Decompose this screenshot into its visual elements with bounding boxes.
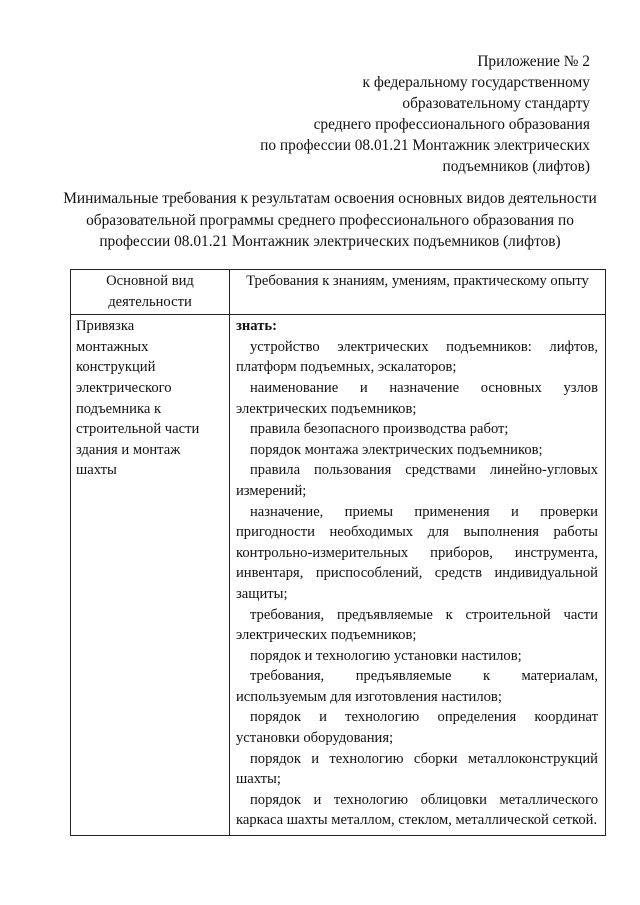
title-line: образовательной программы среднего профессионального образования по bbox=[86, 211, 574, 229]
activity-line: строительной части bbox=[76, 421, 200, 438]
header-requirements: Требования к знаниям, умениям, практическому опыту bbox=[230, 270, 606, 315]
requirement-item: назначение, приемы применения и проверки пригодности необходимых для выполнения работы контрольно-измерительных приборов, инструмента, инвентаря, приспособлений, средств индивидуальной защиты; bbox=[236, 503, 598, 602]
activity-line: конструкций bbox=[76, 359, 156, 376]
table-header-row bbox=[71, 270, 606, 315]
activity-cell bbox=[71, 315, 230, 836]
activity-line: подъемника к bbox=[76, 400, 162, 417]
activity-line: шахты bbox=[76, 462, 117, 479]
header-activity-line: деятельности bbox=[108, 293, 192, 310]
activity-line: здания и монтаж bbox=[76, 441, 181, 458]
requirement-item: требования, предъявляемые к материалам, используемым для изготовления настилов; bbox=[236, 668, 598, 705]
requirement-item: порядок и технологию облицовки металлического каркаса шахты металлом, стеклом, металлической сеткой. bbox=[236, 791, 598, 829]
activity-line: монтажных bbox=[76, 338, 149, 355]
header-activity-line: Основной вид bbox=[106, 273, 194, 289]
document-title bbox=[40, 188, 620, 253]
annex-line: среднего профессионального образования bbox=[313, 116, 590, 133]
table-row bbox=[71, 315, 606, 836]
annex-line: по профессии 08.01.21 Монтажник электрических bbox=[260, 137, 590, 154]
requirement-item: требования, предъявляемые к строительной части электрических подъемников; bbox=[236, 606, 598, 644]
requirement-item: порядок монтажа электрических подъемников; bbox=[250, 441, 543, 458]
annex-header bbox=[170, 51, 590, 177]
activity-line: Привязка bbox=[76, 318, 135, 335]
annex-line: Приложение № 2 bbox=[477, 53, 590, 70]
know-label: знать: bbox=[236, 318, 277, 335]
requirement-item: наименование и назначение основных узлов электрических подъемников; bbox=[236, 379, 598, 417]
requirement-item: порядок и технологию установки настилов; bbox=[250, 647, 522, 664]
header-activity bbox=[71, 270, 230, 315]
requirement-item: правила безопасного производства работ; bbox=[250, 421, 509, 438]
annex-line: подъемников (лифтов) bbox=[442, 158, 590, 175]
activity-line: электрического bbox=[76, 379, 172, 396]
requirement-item: порядок и технологию определения координат установки оборудования; bbox=[236, 709, 598, 747]
annex-line: образовательному стандарту bbox=[402, 95, 590, 112]
requirements-cell bbox=[230, 315, 606, 836]
requirement-item: устройство электрических подъемников: лифтов, платформ подъемных, эскалаторов; bbox=[236, 338, 598, 376]
requirement-item: порядок и технологию сборки металлоконструкций шахты; bbox=[236, 750, 598, 788]
requirements-table bbox=[70, 269, 606, 836]
requirement-item: правила пользования средствами линейно-угловых измерений; bbox=[236, 462, 598, 499]
title-line: профессии 08.01.21 Монтажник электрических подъемников (лифтов) bbox=[99, 233, 561, 250]
annex-line: к федеральному государственному bbox=[362, 74, 590, 91]
title-line: Минимальные требования к результатам освоения основных видов деятельности bbox=[63, 190, 597, 207]
